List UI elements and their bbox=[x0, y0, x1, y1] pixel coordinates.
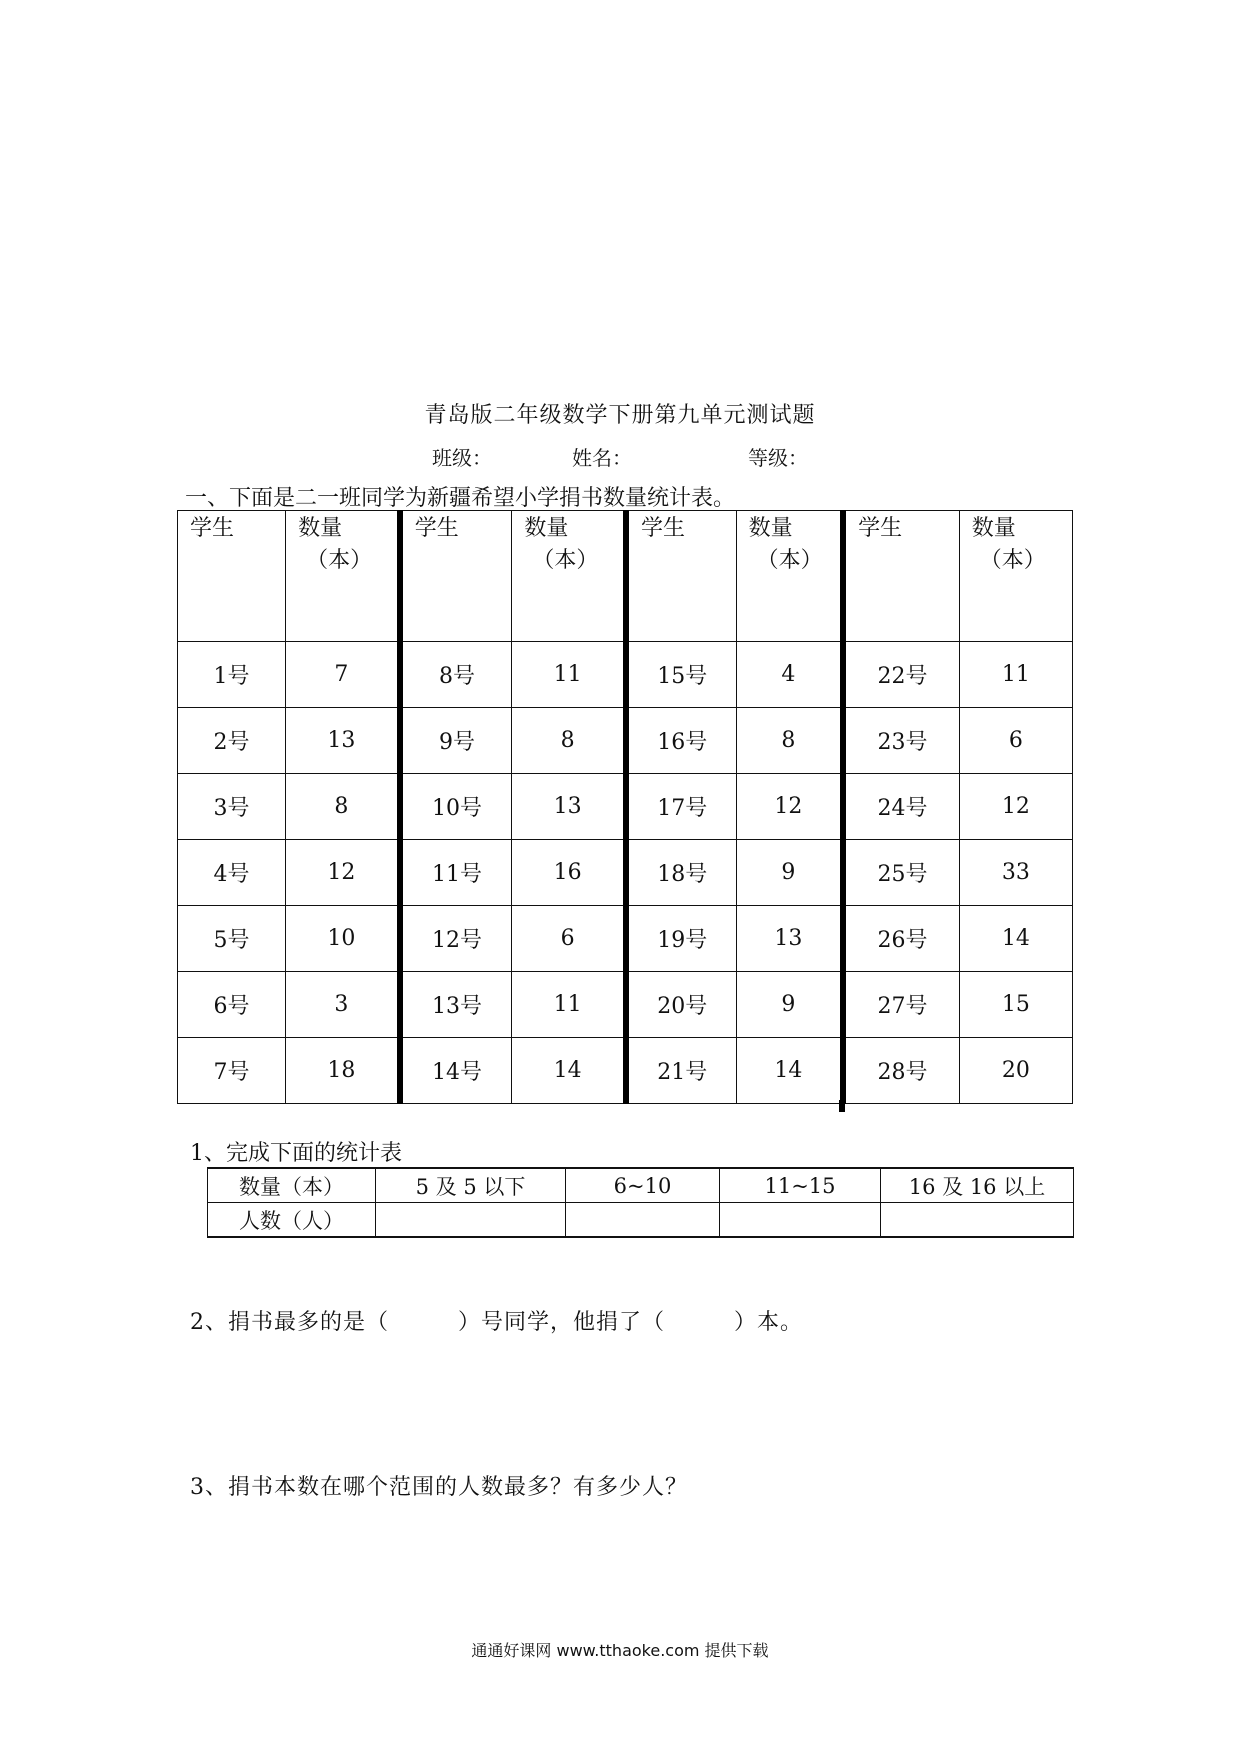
book-count-cell: 20 bbox=[959, 1038, 1072, 1104]
table-row bbox=[178, 708, 1073, 774]
book-count-cell: 14 bbox=[959, 906, 1072, 972]
book-count-cell: 11 bbox=[512, 642, 626, 708]
book-count-cell: 14 bbox=[736, 1038, 843, 1104]
book-count-cell: 14 bbox=[512, 1038, 626, 1104]
stats-answer-cell[interactable] bbox=[720, 1203, 881, 1238]
student-number-cell: 26号 bbox=[843, 906, 959, 972]
student-number-cell: 16号 bbox=[626, 708, 736, 774]
table-row bbox=[178, 840, 1073, 906]
header-quantity bbox=[512, 511, 626, 642]
book-count-cell: 13 bbox=[512, 774, 626, 840]
donation-table bbox=[177, 510, 1073, 1104]
student-number-cell: 24号 bbox=[843, 774, 959, 840]
book-count-cell: 12 bbox=[286, 840, 400, 906]
header-student bbox=[843, 511, 959, 642]
book-count-cell: 15 bbox=[959, 972, 1072, 1038]
header-unit-label: （本） bbox=[306, 548, 373, 573]
stats-label-people: 人数（人） bbox=[208, 1203, 376, 1238]
stats-table bbox=[207, 1167, 1074, 1238]
table-row bbox=[178, 906, 1073, 972]
stats-range: 16 及 16 以上 bbox=[881, 1168, 1074, 1203]
book-count-cell: 7 bbox=[286, 642, 400, 708]
student-number-cell: 27号 bbox=[843, 972, 959, 1038]
student-number-cell: 13号 bbox=[400, 972, 512, 1038]
book-count-cell: 10 bbox=[286, 906, 400, 972]
table-row bbox=[178, 774, 1073, 840]
header-quantity bbox=[736, 511, 843, 642]
header-quantity bbox=[959, 511, 1072, 642]
student-number-cell: 2号 bbox=[178, 708, 286, 774]
book-count-cell: 8 bbox=[512, 708, 626, 774]
table-row bbox=[178, 972, 1073, 1038]
question-3: 3、捐书本数在哪个范围的人数最多？有多少人？ bbox=[190, 1475, 688, 1500]
student-number-cell: 9号 bbox=[400, 708, 512, 774]
table-header-row bbox=[178, 511, 1073, 642]
table-row bbox=[178, 642, 1073, 708]
student-number-cell: 15号 bbox=[626, 642, 736, 708]
grade-label: 等级： bbox=[748, 446, 808, 470]
student-number-cell: 7号 bbox=[178, 1038, 286, 1104]
student-number-cell: 28号 bbox=[843, 1038, 959, 1104]
book-count-cell: 3 bbox=[286, 972, 400, 1038]
class-label: 班级： bbox=[432, 446, 492, 470]
student-info-line bbox=[432, 442, 808, 471]
header-qty-label: 数量 bbox=[298, 516, 343, 541]
student-number-cell: 17号 bbox=[626, 774, 736, 840]
book-count-cell: 11 bbox=[512, 972, 626, 1038]
book-count-cell: 9 bbox=[736, 840, 843, 906]
table-row bbox=[178, 1038, 1073, 1104]
book-count-cell: 9 bbox=[736, 972, 843, 1038]
student-number-cell: 12号 bbox=[400, 906, 512, 972]
student-number-cell: 14号 bbox=[400, 1038, 512, 1104]
student-number-cell: 23号 bbox=[843, 708, 959, 774]
header-student-label: 学生 bbox=[190, 516, 235, 541]
header-student bbox=[178, 511, 286, 642]
question-1: 1、完成下面的统计表 bbox=[190, 1141, 402, 1166]
book-count-cell: 4 bbox=[736, 642, 843, 708]
book-count-cell: 13 bbox=[286, 708, 400, 774]
book-count-cell: 8 bbox=[286, 774, 400, 840]
stats-range: 6~10 bbox=[566, 1168, 720, 1203]
student-number-cell: 5号 bbox=[178, 906, 286, 972]
header-student-label: 学生 bbox=[640, 516, 685, 541]
book-count-cell: 16 bbox=[512, 840, 626, 906]
stats-answer-cell[interactable] bbox=[566, 1203, 720, 1238]
question-2: 2、捐书最多的是（ ）号同学，他捐了（ ）本。 bbox=[190, 1310, 803, 1335]
student-number-cell: 19号 bbox=[626, 906, 736, 972]
header-student-label: 学生 bbox=[414, 516, 459, 541]
book-count-cell: 8 bbox=[736, 708, 843, 774]
header-student-label: 学生 bbox=[858, 516, 903, 541]
header-qty-label: 数量 bbox=[524, 516, 569, 541]
student-number-cell: 18号 bbox=[626, 840, 736, 906]
table-divider-extension bbox=[839, 1100, 845, 1112]
header-quantity bbox=[286, 511, 400, 642]
student-number-cell: 25号 bbox=[843, 840, 959, 906]
student-number-cell: 11号 bbox=[400, 840, 512, 906]
stats-range: 11~15 bbox=[720, 1168, 881, 1203]
header-unit-label: （本） bbox=[532, 548, 599, 573]
student-number-cell: 4号 bbox=[178, 840, 286, 906]
footer-text: 通通好课网 www.tthaoke.com 提供下载 bbox=[471, 1641, 769, 1660]
header-unit-label: （本） bbox=[756, 548, 823, 573]
student-number-cell: 10号 bbox=[400, 774, 512, 840]
student-number-cell: 3号 bbox=[178, 774, 286, 840]
book-count-cell: 18 bbox=[286, 1038, 400, 1104]
student-number-cell: 8号 bbox=[400, 642, 512, 708]
student-number-cell: 21号 bbox=[626, 1038, 736, 1104]
student-number-cell: 6号 bbox=[178, 972, 286, 1038]
stats-answer-cell[interactable] bbox=[376, 1203, 566, 1238]
header-student bbox=[626, 511, 736, 642]
name-label: 姓名： bbox=[572, 446, 632, 470]
section-intro: 一、下面是二一班同学为新疆希望小学捐书数量统计表。 bbox=[185, 486, 736, 511]
header-student bbox=[400, 511, 512, 642]
student-number-cell: 22号 bbox=[843, 642, 959, 708]
book-count-cell: 11 bbox=[959, 642, 1072, 708]
stats-row-quantity bbox=[208, 1168, 1074, 1203]
header-qty-label: 数量 bbox=[971, 516, 1016, 541]
book-count-cell: 33 bbox=[959, 840, 1072, 906]
page-title: 青岛版二年级数学下册第九单元测试题 bbox=[424, 403, 816, 428]
book-count-cell: 6 bbox=[512, 906, 626, 972]
stats-row-people bbox=[208, 1203, 1074, 1238]
student-number-cell: 20号 bbox=[626, 972, 736, 1038]
header-unit-label: （本） bbox=[979, 548, 1046, 573]
stats-answer-cell[interactable] bbox=[881, 1203, 1074, 1238]
student-number-cell: 1号 bbox=[178, 642, 286, 708]
stats-label-quantity: 数量（本） bbox=[208, 1168, 376, 1203]
book-count-cell: 12 bbox=[959, 774, 1072, 840]
header-qty-label: 数量 bbox=[748, 516, 793, 541]
book-count-cell: 6 bbox=[959, 708, 1072, 774]
book-count-cell: 12 bbox=[736, 774, 843, 840]
book-count-cell: 13 bbox=[736, 906, 843, 972]
stats-range: 5 及 5 以下 bbox=[376, 1168, 566, 1203]
